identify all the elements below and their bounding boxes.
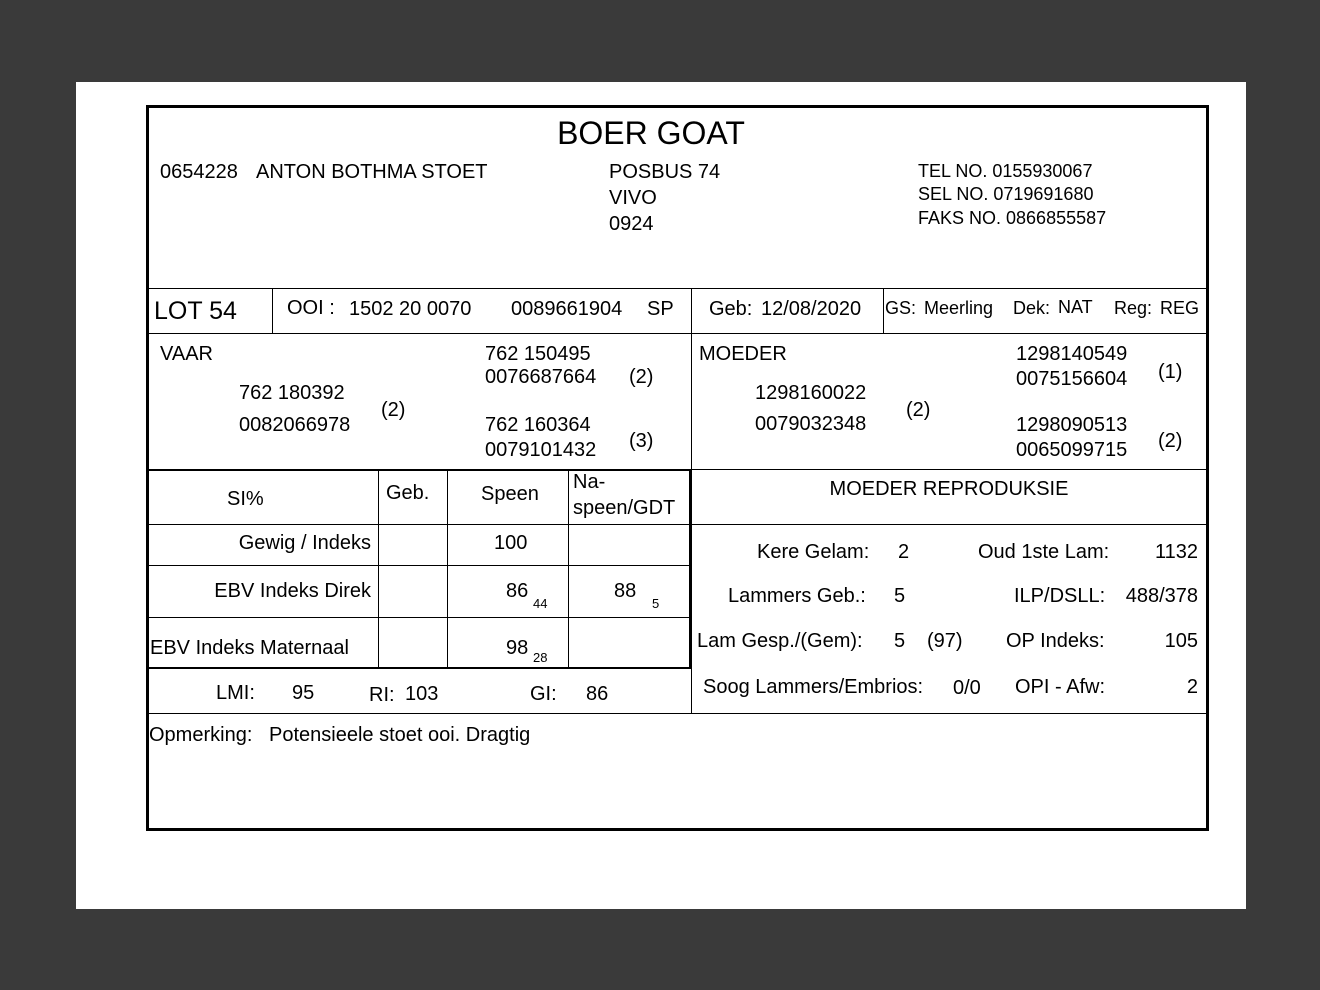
oud-label: Oud 1ste Lam:: [978, 541, 1110, 563]
dek-label: Dek:: [1013, 298, 1051, 318]
sire-id: 0082066978: [239, 414, 351, 436]
divider-geb-gs: [883, 288, 884, 333]
divider-table-right: [689, 469, 692, 669]
dam-grandsire-count: (1): [1158, 361, 1183, 383]
row-ebv-maternaal-speen: 98: [506, 637, 529, 659]
gi-label: GI:: [530, 683, 557, 705]
gesp-average: (97): [927, 630, 963, 652]
geb-label: Geb:: [709, 298, 753, 320]
lammers-label: Lammers Geb.:: [728, 585, 866, 607]
divider-pedigree-right: [692, 469, 1206, 470]
dam-number: 1298160022: [755, 382, 867, 404]
opi-label: OPI - Afw:: [1015, 676, 1106, 698]
row-label-ebv-direk: EBV Indeks Direk: [214, 580, 371, 602]
ri-value: 103: [405, 683, 439, 705]
ilp-label: ILP/DSLL:: [1014, 585, 1106, 607]
ooi-suffix: SP: [647, 298, 674, 320]
sire-grandsire-id: 0076687664: [485, 366, 597, 388]
ooi-label: OOI :: [287, 297, 335, 319]
kere-label: Kere Gelam:: [757, 541, 870, 563]
lmi-label: LMI:: [216, 682, 255, 704]
divider-row-2: [146, 617, 692, 618]
card-border-left: [146, 105, 149, 831]
row-ebv-direk-naspeen: 88: [614, 580, 637, 602]
divider-row-1: [146, 565, 692, 566]
row-ebv-direk-naspeen-sub: 5: [652, 596, 660, 611]
sire-granddam-id: 0079101432: [485, 439, 597, 461]
dam-id: 0079032348: [755, 413, 867, 435]
lmi-value: 95: [292, 682, 315, 704]
gesp-value: 5: [894, 630, 906, 652]
sire-count: (2): [381, 399, 406, 421]
soog-label: Soog Lammers/Embrios:: [703, 676, 924, 698]
dam-count: (2): [906, 399, 931, 421]
ooi-number: 1502 20 0070: [349, 298, 472, 320]
remark-label: Opmerking:: [149, 724, 253, 746]
card-title: BOER GOAT: [557, 115, 745, 151]
lammers-value: 5: [894, 585, 906, 607]
header-geb: Geb.: [386, 482, 430, 504]
ri-label: RI:: [369, 684, 395, 706]
ooi-id: 0089661904: [511, 298, 623, 320]
row-ebv-maternaal-speen-sub: 28: [533, 650, 548, 665]
divider-remark: [146, 713, 1206, 714]
reg-label: Reg:: [1114, 298, 1153, 318]
sire-grandsire-number: 762 150495: [485, 343, 591, 365]
ilp-value: 488/378: [1125, 585, 1198, 607]
sire-number: 762 180392: [239, 382, 345, 404]
sale-card: [146, 105, 1209, 831]
soog-value: 0/0: [953, 677, 981, 699]
gi-value: 86: [586, 683, 609, 705]
row-label-ebv-maternaal: EBV Indeks Maternaal: [150, 637, 349, 659]
address-line-1: POSBUS 74: [609, 161, 721, 183]
address-line-2: VIVO: [609, 187, 657, 209]
gesp-label: Lam Gesp./(Gem):: [697, 630, 863, 652]
card-border-right: [1206, 105, 1209, 831]
sire-granddam-count: (3): [629, 430, 654, 452]
dek-value: NAT: [1058, 297, 1093, 317]
reproduction-title: MOEDER REPRODUKSIE: [829, 478, 1069, 500]
header-speen: Speen: [481, 483, 539, 505]
sire-granddam-number: 762 160364: [485, 414, 591, 436]
card-border-top: [146, 105, 1209, 108]
sel-number: SEL NO. 0719691680: [918, 184, 1094, 204]
header-si: SI%: [227, 488, 264, 510]
dam-grandsire-id: 0075156604: [1016, 368, 1128, 390]
gs-value: Meerling: [924, 298, 994, 318]
address-line-3: 0924: [609, 213, 654, 235]
divider-pedigree-left: [146, 469, 692, 471]
row-gewig-speen: 100: [494, 532, 528, 554]
divider-col-geb-speen: [447, 469, 448, 667]
gs-label: GS:: [885, 298, 917, 318]
op-label: OP Indeks:: [1006, 630, 1105, 652]
divider-table-header: [146, 524, 1206, 525]
divider-lot: [146, 333, 1206, 334]
tel-number: TEL NO. 0155930067: [918, 161, 1093, 181]
row-ebv-direk-speen-sub: 44: [533, 596, 548, 611]
dam-granddam-count: (2): [1158, 430, 1183, 452]
header-naspeen-line-2: speen/GDT: [573, 497, 676, 519]
faks-number: FAKS NO. 0866855587: [918, 208, 1107, 228]
remark-text: Potensieele stoet ooi. Dragtig: [269, 724, 531, 746]
sire-grandsire-count: (2): [629, 366, 654, 388]
vaar-label: VAAR: [160, 343, 213, 365]
lot-number: LOT 54: [154, 297, 237, 325]
moeder-label: MOEDER: [699, 343, 787, 365]
breeder-name: ANTON BOTHMA STOET: [256, 161, 488, 183]
breeder-code: 0654228: [160, 161, 238, 183]
divider-lot-ooi: [272, 288, 273, 333]
row-ebv-direk-speen: 86: [506, 580, 529, 602]
divider-row-3: [146, 667, 692, 669]
divider-col-si-geb: [378, 469, 379, 667]
geb-date: 12/08/2020: [761, 298, 862, 320]
card-border-bottom: [146, 828, 1209, 831]
dam-grandsire-number: 1298140549: [1016, 343, 1128, 365]
op-value: 105: [1164, 630, 1198, 652]
divider-header: [146, 288, 1206, 289]
opi-value: 2: [1186, 676, 1198, 698]
header-naspeen-line-1: Na-: [573, 471, 606, 493]
kere-value: 2: [898, 541, 910, 563]
dam-granddam-id: 0065099715: [1016, 439, 1128, 461]
oud-value: 1132: [1154, 541, 1198, 563]
dam-granddam-number: 1298090513: [1016, 414, 1128, 436]
divider-col-speen-naspeen: [568, 469, 569, 667]
row-label-gewig: Gewig / Indeks: [238, 532, 371, 554]
reg-value: REG: [1160, 298, 1200, 318]
